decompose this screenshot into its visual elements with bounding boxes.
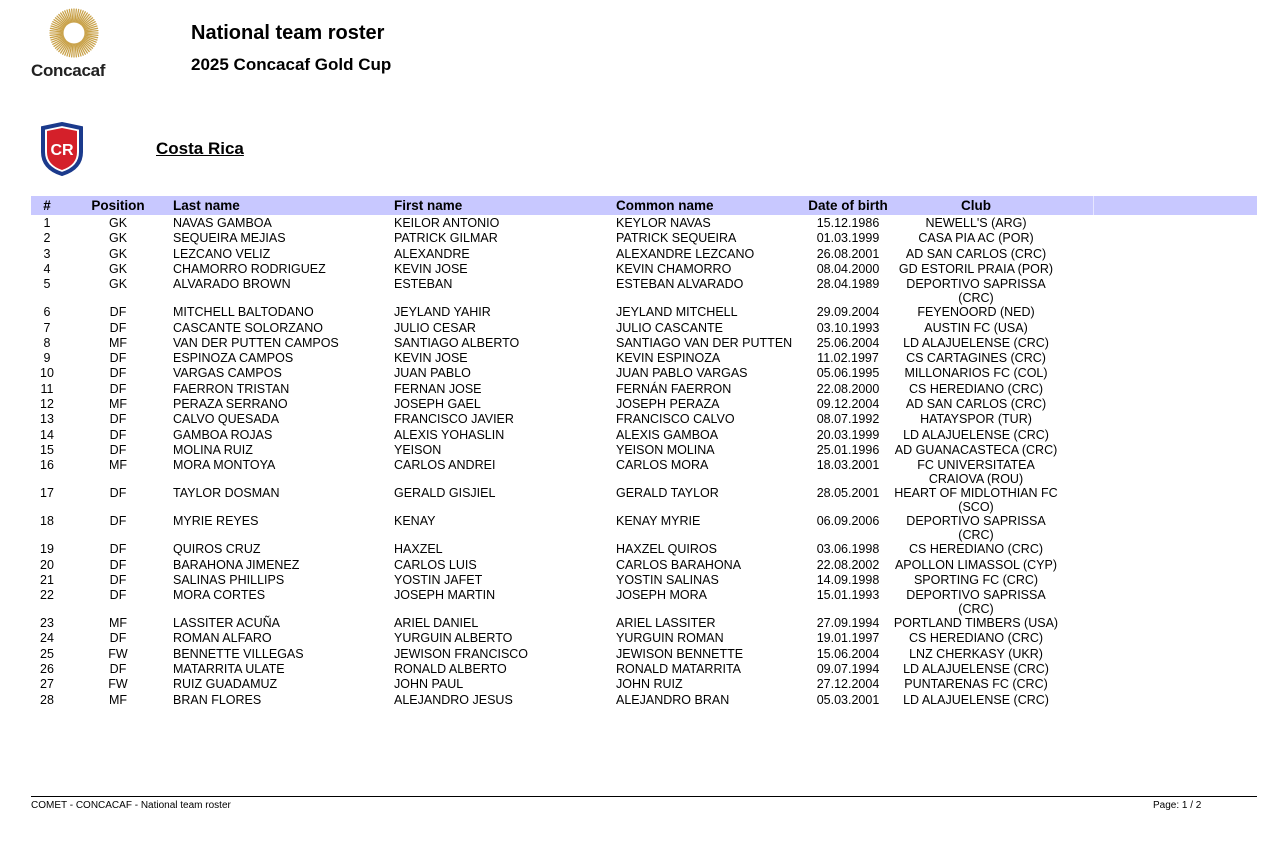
cell-date-of-birth: 27.09.1994: [816, 616, 880, 631]
cell-last-name: QUIROS CRUZ: [173, 542, 261, 557]
col-header-date-of-birth: Date of birth: [808, 198, 888, 213]
cell-club: AD GUANACASTECA (CRC): [894, 442, 1058, 457]
cell-date-of-birth: 28.05.2001: [816, 486, 880, 501]
cell-common-name: JOSEPH MORA: [616, 588, 707, 603]
cell-common-name: RONALD MATARRITA: [616, 662, 742, 676]
cell-club: (CRC): [958, 291, 994, 306]
cell-date-of-birth: 03.10.1993: [816, 320, 880, 335]
cell-date-of-birth: 29.09.2004: [816, 305, 880, 320]
cell-common-name: ALEXIS GAMBOA: [616, 427, 719, 442]
cell-number: 17: [40, 486, 54, 501]
cell-last-name: MYRIE REYES: [173, 514, 259, 529]
cell-club: DEPORTIVO SAPRISSA: [906, 514, 1046, 529]
cell-number: 16: [40, 458, 54, 473]
cell-number: 2: [43, 231, 51, 246]
cell-first-name: CARLOS ANDREI: [394, 458, 496, 473]
cell-date-of-birth: 09.12.2004: [816, 397, 880, 411]
cell-position: DF: [109, 557, 127, 572]
cell-position: GK: [108, 216, 128, 230]
cell-last-name: MITCHELL BALTODANO: [173, 305, 314, 320]
cell-club: MILLONARIOS FC (COL): [904, 366, 1048, 381]
cell-last-name: BARAHONA JIMENEZ: [173, 557, 300, 572]
team-name: Costa Rica: [156, 139, 244, 158]
cell-club: HATAYSPOR (TUR): [920, 412, 1032, 427]
cell-last-name: SEQUEIRA MEJIAS: [173, 231, 286, 246]
cell-position: DF: [109, 631, 127, 646]
cell-common-name: GERALD TAYLOR: [616, 486, 719, 501]
cell-first-name: SANTIAGO ALBERTO: [394, 335, 520, 350]
cell-position: GK: [108, 277, 128, 292]
cell-common-name: JOSEPH PERAZA: [616, 397, 720, 411]
cell-number: 15: [40, 442, 54, 457]
cell-date-of-birth: 18.03.2001: [816, 458, 880, 473]
cell-common-name: YEISON MOLINA: [616, 442, 715, 457]
cell-first-name: KENAY: [394, 514, 436, 529]
cell-number: 8: [43, 335, 51, 350]
cell-common-name: ARIEL LASSITER: [616, 616, 716, 631]
cell-common-name: SANTIAGO VAN DER PUTTEN: [616, 335, 793, 350]
cell-number: 5: [43, 277, 51, 292]
cell-club: LD ALAJUELENSE (CRC): [903, 427, 1049, 442]
cell-position: FW: [108, 677, 128, 692]
cell-date-of-birth: 22.08.2000: [816, 381, 880, 396]
cell-date-of-birth: 20.03.1999: [816, 427, 880, 442]
col-header-common-name: Common name: [616, 198, 714, 213]
cell-number: 4: [43, 261, 51, 276]
cell-common-name: HAXZEL QUIROS: [616, 542, 717, 557]
cell-common-name: JULIO CASCANTE: [616, 320, 723, 335]
cell-club: APOLLON LIMASSOL (CYP): [894, 557, 1058, 572]
cell-position: DF: [109, 412, 127, 427]
cell-date-of-birth: 11.02.1997: [817, 351, 879, 366]
cell-date-of-birth: 01.03.1999: [816, 231, 880, 246]
cell-date-of-birth: 03.06.1998: [816, 542, 880, 557]
cell-common-name: FRANCISCO CALVO: [616, 412, 735, 427]
cell-club: AD SAN CARLOS (CRC): [905, 246, 1047, 261]
cell-common-name: JOHN RUIZ: [616, 677, 683, 692]
cell-first-name: YEISON: [394, 442, 442, 457]
cell-position: MF: [108, 616, 128, 631]
cell-club: DEPORTIVO SAPRISSA: [906, 588, 1046, 603]
cell-first-name: ARIEL DANIEL: [394, 616, 479, 631]
cell-club: CS HEREDIANO (CRC): [908, 381, 1044, 396]
cell-club: SPORTING FC (CRC): [913, 572, 1039, 587]
cell-first-name: ALEXANDRE: [394, 246, 470, 261]
cell-number: 12: [40, 397, 54, 411]
cell-position: DF: [109, 486, 127, 501]
cell-date-of-birth: 27.12.2004: [816, 677, 880, 692]
cell-club: LD ALAJUELENSE (CRC): [903, 335, 1049, 350]
cell-first-name: KEILOR ANTONIO: [394, 216, 500, 230]
cell-last-name: VAN DER PUTTEN CAMPOS: [173, 335, 339, 350]
cell-club: (CRC): [958, 528, 994, 543]
cell-last-name: CASCANTE SOLORZANO: [173, 320, 324, 335]
cell-first-name: JOSEPH MARTIN: [394, 588, 496, 603]
cell-position: DF: [109, 572, 127, 587]
crest-letters: CR: [50, 142, 74, 159]
cell-position: FW: [108, 646, 128, 661]
cell-position: DF: [109, 588, 127, 603]
footer-left-text: COMET - CONCACAF - National team roster: [31, 800, 231, 811]
cell-position: DF: [109, 427, 127, 442]
cell-position: MF: [108, 692, 128, 707]
cell-club: CS HEREDIANO (CRC): [908, 631, 1044, 646]
cell-last-name: LASSITER ACUÑA: [173, 616, 280, 631]
cell-date-of-birth: 15.12.1986: [816, 216, 880, 230]
cell-number: 10: [40, 366, 54, 381]
cell-club: PORTLAND TIMBERS (USA): [893, 616, 1059, 631]
concacaf-logo-text: Concacaf: [31, 61, 106, 80]
cell-last-name: RUIZ GUADAMUZ: [173, 677, 278, 692]
page-subtitle: 2025 Concacaf Gold Cup: [191, 55, 392, 74]
cell-date-of-birth: 22.08.2002: [816, 557, 880, 572]
cell-date-of-birth: 15.06.2004: [816, 646, 880, 661]
cell-last-name: FAERRON TRISTAN: [173, 381, 290, 396]
cell-date-of-birth: 06.09.2006: [816, 514, 880, 529]
cell-common-name: KENAY MYRIE: [616, 514, 701, 529]
cell-first-name: ALEXIS YOHASLIN: [394, 427, 505, 442]
cell-number: 11: [40, 381, 54, 396]
cell-date-of-birth: 08.04.2000: [816, 261, 880, 276]
cell-date-of-birth: 26.08.2001: [816, 246, 880, 261]
col-header-first-name: First name: [394, 198, 463, 213]
concacaf-sun-icon: [28, 6, 120, 62]
cell-position: DF: [109, 514, 127, 529]
cell-first-name: KEVIN JOSE: [394, 351, 468, 366]
cell-first-name: HAXZEL: [394, 542, 443, 557]
cell-position: DF: [109, 351, 127, 366]
cell-common-name: ALEXANDRE LEZCANO: [616, 246, 755, 261]
cell-club: CRAIOVA (ROU): [928, 472, 1024, 487]
cell-last-name: MORA CORTES: [173, 588, 266, 603]
cell-club: HEART OF MIDLOTHIAN FC: [894, 486, 1058, 501]
cell-first-name: JOSEPH GAEL: [394, 397, 481, 411]
cell-club: CS HEREDIANO (CRC): [908, 542, 1044, 557]
col-header-number: #: [43, 198, 51, 213]
cell-date-of-birth: 15.01.1993: [816, 588, 880, 603]
cell-club: FC UNIVERSITATEA: [917, 458, 1035, 473]
cell-position: DF: [109, 542, 127, 557]
cell-first-name: JOHN PAUL: [394, 677, 464, 692]
cell-last-name: ALVARADO BROWN: [173, 277, 291, 292]
cell-position: DF: [109, 305, 127, 320]
cell-last-name: MOLINA RUIZ: [173, 442, 253, 457]
cell-club: GD ESTORIL PRAIA (POR): [898, 261, 1054, 276]
cell-number: 3: [43, 246, 51, 261]
cell-club: LD ALAJUELENSE (CRC): [903, 692, 1049, 707]
cell-last-name: MATARRITA ULATE: [173, 662, 285, 676]
cell-number: 24: [40, 631, 54, 646]
cell-last-name: NAVAS GAMBOA: [173, 216, 272, 230]
cell-last-name: PERAZA SERRANO: [173, 397, 288, 411]
cell-number: 14: [40, 427, 54, 442]
cell-club: AD SAN CARLOS (CRC): [905, 397, 1047, 411]
cell-club: (SCO): [958, 500, 994, 515]
cell-first-name: YURGUIN ALBERTO: [394, 631, 513, 646]
cell-number: 25: [40, 646, 54, 661]
cell-date-of-birth: 25.01.1996: [816, 442, 880, 457]
cell-position: MF: [108, 335, 128, 350]
cell-club: LNZ CHERKASY (UKR): [909, 646, 1043, 661]
cell-number: 18: [40, 514, 54, 529]
col-header-last-name: Last name: [173, 198, 240, 213]
cell-number: 19: [40, 542, 54, 557]
cell-position: DF: [109, 366, 127, 381]
cell-club: NEWELL'S (ARG): [925, 216, 1027, 230]
cell-first-name: ESTEBAN: [394, 277, 453, 292]
cell-first-name: JEWISON FRANCISCO: [394, 646, 529, 661]
cell-position: GK: [108, 246, 128, 261]
cell-date-of-birth: 05.06.1995: [816, 366, 880, 381]
cell-common-name: PATRICK SEQUEIRA: [616, 231, 737, 246]
col-header-club: Club: [961, 198, 991, 213]
cell-common-name: YOSTIN SALINAS: [616, 572, 719, 587]
cell-position: DF: [109, 320, 127, 335]
cell-common-name: CARLOS MORA: [616, 458, 709, 473]
cell-date-of-birth: 05.03.2001: [816, 692, 880, 707]
cell-common-name: ALEJANDRO BRAN: [616, 692, 730, 707]
cell-first-name: CARLOS LUIS: [394, 557, 477, 572]
cell-club: (CRC): [958, 602, 994, 617]
cell-position: MF: [108, 458, 128, 473]
cell-club: AUSTIN FC (USA): [924, 320, 1028, 335]
footer-rule: [31, 796, 1257, 797]
cell-first-name: KEVIN JOSE: [394, 261, 468, 276]
cell-last-name: ROMAN ALFARO: [173, 631, 272, 646]
cell-common-name: FERNÁN FAERRON: [616, 381, 732, 396]
cell-first-name: ALEJANDRO JESUS: [394, 692, 513, 707]
cell-last-name: CALVO QUESADA: [173, 412, 280, 427]
cell-number: 22: [40, 588, 54, 603]
cell-common-name: JEYLAND MITCHELL: [616, 305, 738, 320]
cell-club: CS CARTAGINES (CRC): [906, 351, 1046, 366]
cell-position: GK: [108, 261, 128, 276]
cell-common-name: KEVIN ESPINOZA: [616, 351, 721, 366]
costa-rica-crest-icon: [37, 122, 87, 176]
cell-last-name: CHAMORRO RODRIGUEZ: [173, 261, 326, 276]
cell-first-name: PATRICK GILMAR: [394, 231, 498, 246]
footer-page-number: Page: 1 / 2: [1153, 800, 1202, 811]
page-title: National team roster: [191, 22, 385, 44]
cell-club: LD ALAJUELENSE (CRC): [903, 662, 1049, 676]
cell-number: 7: [43, 320, 51, 335]
cell-date-of-birth: 14.09.1998: [816, 572, 880, 587]
cell-last-name: GAMBOA ROJAS: [173, 427, 273, 442]
cell-club: CASA PIA AC (POR): [918, 231, 1034, 246]
cell-first-name: FRANCISCO JAVIER: [394, 412, 514, 427]
cell-first-name: JEYLAND YAHIR: [394, 305, 491, 320]
cell-position: DF: [109, 442, 127, 457]
cell-date-of-birth: 25.06.2004: [816, 335, 880, 350]
cell-club: DEPORTIVO SAPRISSA: [906, 277, 1046, 292]
cell-last-name: SALINAS PHILLIPS: [173, 572, 285, 587]
cell-common-name: KEVIN CHAMORRO: [616, 261, 732, 276]
concacaf-logo: [28, 6, 120, 82]
cell-first-name: JULIO CESAR: [394, 320, 476, 335]
cell-position: GK: [108, 231, 128, 246]
cell-date-of-birth: 08.07.1992: [816, 412, 880, 427]
cell-number: 6: [43, 305, 51, 320]
cell-last-name: VARGAS CAMPOS: [173, 366, 282, 381]
cell-first-name: GERALD GISJIEL: [394, 486, 496, 501]
cell-common-name: JUAN PABLO VARGAS: [616, 366, 748, 381]
cell-last-name: MORA MONTOYA: [173, 458, 276, 473]
table-header: [31, 196, 1257, 215]
cell-first-name: FERNAN JOSE: [394, 381, 482, 396]
cell-common-name: CARLOS BARAHONA: [616, 557, 742, 572]
cell-club: PUNTARENAS FC (CRC): [904, 677, 1048, 692]
cell-number: 28: [40, 692, 54, 707]
cell-date-of-birth: 19.01.1997: [816, 631, 880, 646]
cell-common-name: ESTEBAN ALVARADO: [616, 277, 744, 292]
cell-date-of-birth: 09.07.1994: [816, 662, 880, 676]
header-divider: [1093, 196, 1094, 215]
cell-last-name: BENNETTE VILLEGAS: [173, 646, 304, 661]
cell-last-name: LEZCANO VELIZ: [173, 246, 271, 261]
cell-position: MF: [108, 397, 128, 411]
cell-number: 20: [40, 557, 54, 572]
cell-number: 13: [40, 412, 54, 427]
cell-last-name: BRAN FLORES: [173, 692, 262, 707]
cell-number: 1: [43, 216, 51, 230]
cell-last-name: TAYLOR DOSMAN: [173, 486, 280, 501]
cell-common-name: YURGUIN ROMAN: [616, 631, 724, 646]
cell-first-name: RONALD ALBERTO: [394, 662, 507, 676]
cell-first-name: YOSTIN JAFET: [394, 572, 483, 587]
cell-position: DF: [109, 662, 127, 676]
cell-number: 26: [40, 662, 54, 676]
col-header-position: Position: [91, 198, 145, 213]
cell-number: 9: [43, 351, 51, 366]
cell-first-name: JUAN PABLO: [394, 366, 471, 381]
cell-club: FEYENOORD (NED): [917, 305, 1035, 320]
cell-position: DF: [109, 381, 127, 396]
cell-common-name: KEYLOR NAVAS: [616, 216, 711, 230]
cell-number: 27: [40, 677, 54, 692]
cell-number: 23: [40, 616, 54, 631]
cell-last-name: ESPINOZA CAMPOS: [173, 351, 294, 366]
cell-date-of-birth: 28.04.1989: [816, 277, 880, 292]
cell-common-name: JEWISON BENNETTE: [616, 646, 744, 661]
cell-number: 21: [40, 572, 54, 587]
